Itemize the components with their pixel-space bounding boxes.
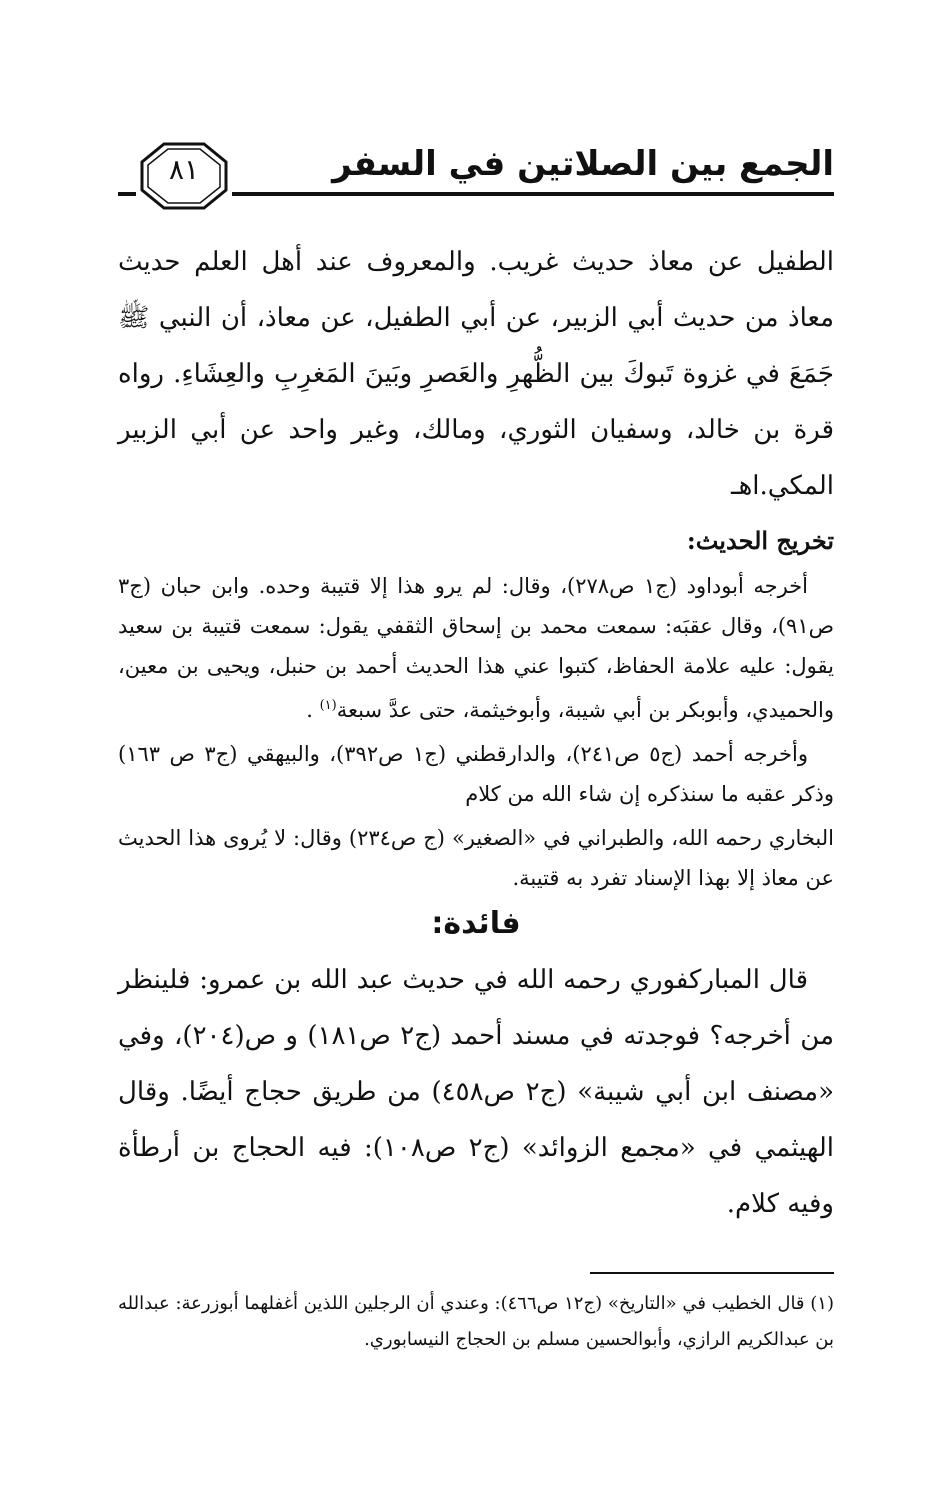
footnote: (١) قال الخطيب في «التاريخ» (ج١٢ ص٤٦٦): وعندي أن الرجلين اللذين أغفلهما أبوزرعة: عبدالله بن عبدالكريم الرازي، وأبوالحسين مسلم بن الحجاج النيسابوري.: [118, 1293, 834, 1350]
takhrij-paragraph-2: وأخرجه أحمد (ج٥ ص٢٤١)، والدارقطني (ج١ ص٣٩٢)، والبيهقي (ج٣ ص ١٦٣) وذكر عقبه ما سنذكره إن شاء الله من كلام: [118, 742, 834, 806]
takhrij-paragraph-1: [118, 566, 834, 730]
takhrij-paragraph-1-text: أخرجه أبوداود (ج١ ص٢٧٨)، وقال: لم يرو هذا إلا قتيبة وحده. وابن حبان (ج٣ ص٩١)، وقال عقبَه: سمعت محمد بن إسحاق الثقفي يقول: سمعت قتيبة بن سعيد يقول: عليه علامة الحفاظ، كتبوا عني هذا الحديث أحمد بن حنبل، ويحيى بن معين، والحميدي، وأبوبكر بن أبي شيبة، وأبوخيثمة، حتى عدَّ سبعة: [118, 574, 834, 722]
faida-heading: فائدة:: [431, 906, 521, 941]
running-title: الجمع بين الصلاتين في السفر: [320, 142, 834, 186]
footnote-separator: [590, 1272, 834, 1274]
page-number: ٨١: [168, 153, 200, 186]
page-header: [118, 140, 834, 210]
takhrij-paragraph-1-end: .: [306, 698, 320, 722]
takhrij-paragraph-3: البخاري رحمه الله، والطبراني في «الصغير» (ج ص٢٣٤) وقال: لا يُروى هذا الحديث عن معاذ إلا بهذا الإسناد تفرد به قتيبة.: [118, 826, 834, 890]
takhrij-heading: تخريج الحديث:: [686, 526, 834, 555]
intro-paragraph: الطفيل عن معاذ حديث غريب. والمعروف عند أهل العلم حديث معاذ من حديث أبي الزبير، عن أبي الطفيل، عن معاذ، أن النبي ﷺ جَمَعَ في غزوة تَبوكَ بين الظُّهرِ والعَصرِ وبَينَ المَغرِبِ والعِشَاءِ. رواه قرة بن خالد، وسفيان الثوري، ومالك، وغير واحد عن أبي الزبير المكي.اهـ: [118, 247, 834, 501]
page-number-badge: [136, 140, 232, 212]
faida-paragraph: قال المباركفوري رحمه الله في حديث عبد الله بن عمرو: فلينظر من أخرجه؟ فوجدته في مسند أحمد (ج٢ ص١٨١) و ص(٢٠٤)، وفي «مصنف ابن أبي شيبة» (ج٢ ص٤٥٨) من طريق حجاج أيضًا. وقال الهيثمي في «مجمع الزوائد» (ج٢ ص١٠٨): فيه الحجاج بن أرطأة وفيه كلام.: [118, 965, 835, 1219]
main-text: [118, 234, 834, 1232]
footnote-reference: (١): [319, 698, 337, 713]
